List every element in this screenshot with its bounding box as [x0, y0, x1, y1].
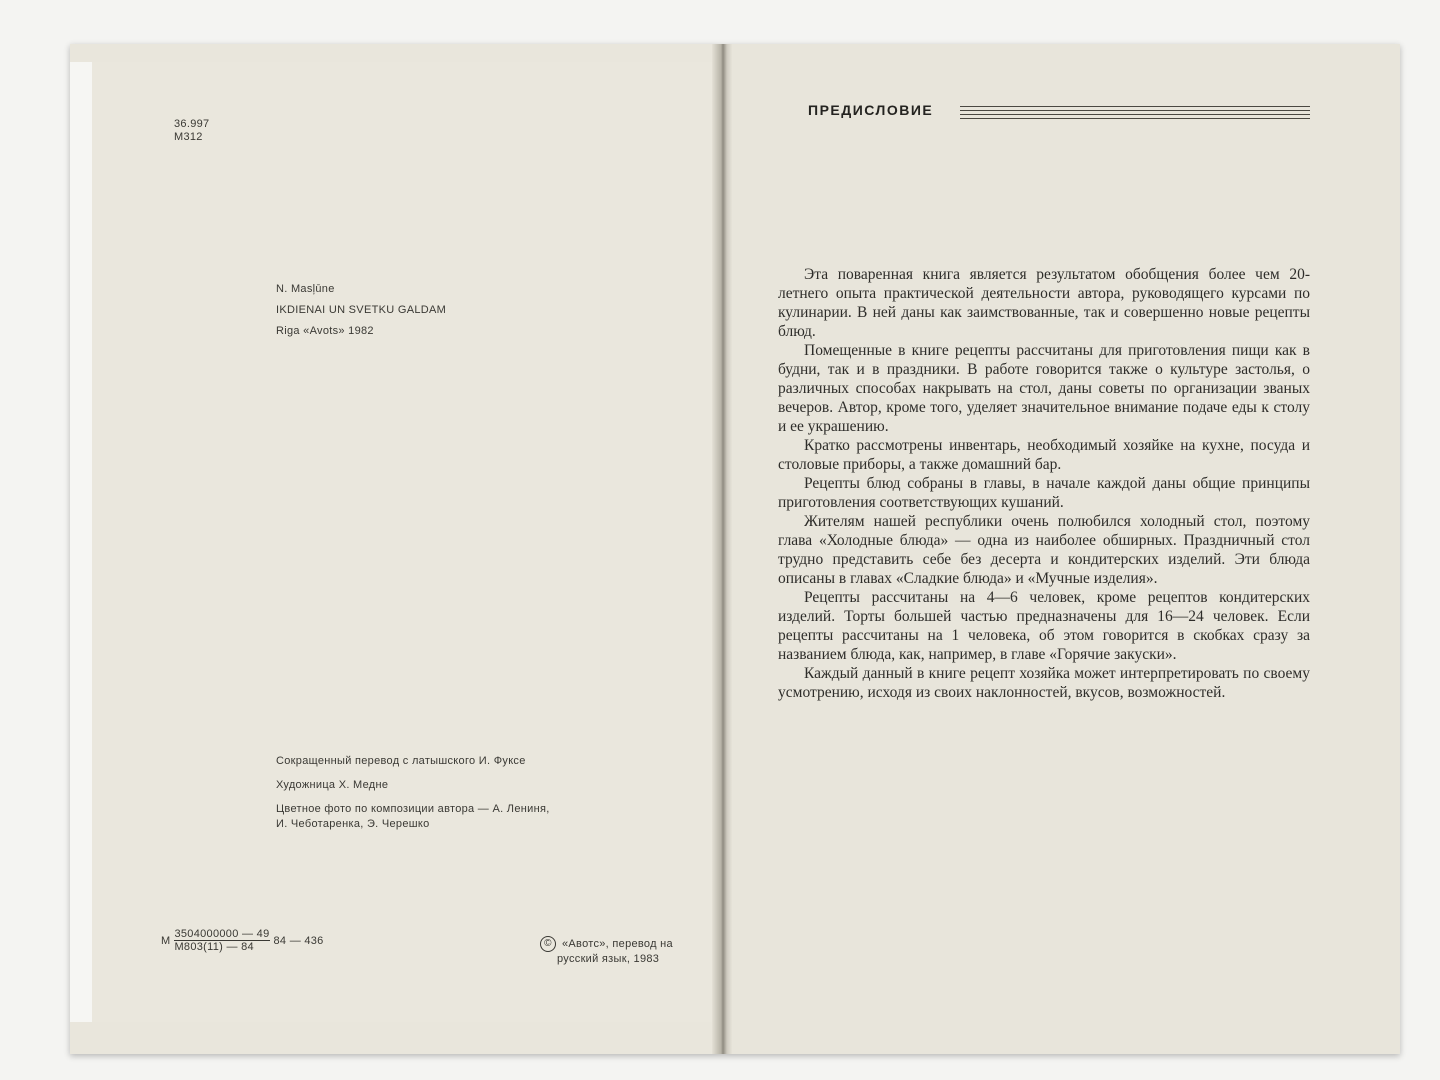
preface-paragraph: Рецепты блюд собраны в главы, в начале каждой даны общие принципы приготовления соответствующих кушаний.: [778, 475, 1310, 511]
classification-code: [174, 118, 209, 144]
copyright-icon: ©: [540, 936, 556, 952]
heading-rule-1: [960, 106, 1310, 107]
page-edge: [70, 62, 92, 1022]
heading-rule-2: [960, 110, 1310, 111]
index-letter: М: [161, 934, 171, 947]
artist-credit: Художница Х. Медне: [276, 779, 389, 791]
preface-paragraph: Кратко рассмотрены инвентарь, необходимый хозяйке на кухне, посуда и столовые приборы, а также домашний бар.: [778, 437, 1310, 473]
index-denominator: М803(11) — 84: [174, 941, 254, 953]
book-gutter: [712, 44, 732, 1054]
original-title: IKDIENAI UN SVETKU GALDAM: [276, 304, 447, 316]
left-page: [92, 62, 722, 1022]
index-suffix: 84 — 436: [273, 934, 324, 947]
preface-paragraph: Помещенные в книге рецепты рассчитаны для приготовления пищи как в будни, так и в праздники. В работе говорится также о культуре застолья, о различных способах накрывать на стол, даны советы по организации званых вечеров. Автор, кроме того, уделяет значительное внимание подаче еды к столу и ее украшению.: [778, 342, 1310, 435]
original-publisher: Riga «Avots» 1982: [276, 325, 374, 337]
index-fraction: [174, 928, 269, 953]
original-edition-block: [276, 279, 446, 342]
copyright-line2: русский язык, 1983: [557, 953, 660, 965]
page-heading: ПРЕДИСЛОВИЕ: [808, 102, 934, 118]
heading-rule-3: [960, 114, 1310, 115]
preface-text: [778, 265, 1310, 702]
original-author: N. Masļūne: [276, 283, 335, 295]
heading-rule-4: [960, 118, 1310, 119]
classification-bbk: 36.997: [174, 118, 210, 130]
index-numerator: 3504000000 — 49: [174, 928, 270, 940]
photo-credit-line1: Цветное фото по композиции автора — А. Лениня,: [276, 803, 550, 815]
credits-block: [276, 754, 596, 832]
preface-paragraph: Жителям нашей республики очень полюбился холодный стол, поэтому глава «Холодные блюда» — одна из наиболее обширных. Праздничный стол трудно представить себе без десерта и кондитерских изделий. Эти блюда описаны в главах «Сладкие блюда» и «Мучные изделия».: [778, 513, 1310, 587]
preface-paragraph: Эта поваренная книга является результатом обобщения более чем 20-летнего опыта практической деятельности автора, руководящего курсами по кулинарии. В ней даны как заимствованные, так и совершенно новые рецепты блюд.: [778, 266, 1310, 340]
preface-paragraph: Рецепты рассчитаны на 4—6 человек, кроме рецептов кондитерских изделий. Торты большей частью предназначены для 16—24 человек. Если рецепты рассчитаны на 1 человека, об этом говорится в скобках сразу за названием блюда, как, например, в главе «Горячие закуски».: [778, 589, 1310, 663]
preface-paragraph: Каждый данный в книге рецепт хозяйка может интерпретировать по своему усмотрению, исходя из своих наклонностей, вкусов, возможностей.: [778, 665, 1310, 701]
publication-index: [161, 928, 324, 953]
copyright-block: [540, 936, 673, 966]
photo-credit-line2: И. Чеботаренка, Э. Черешко: [276, 818, 430, 830]
classification-author-mark: M312: [174, 131, 203, 143]
translation-credit: Сокращенный перевод с латышского И. Фуксе: [276, 755, 526, 767]
copyright-line1: «Авотс», перевод на: [562, 938, 673, 950]
